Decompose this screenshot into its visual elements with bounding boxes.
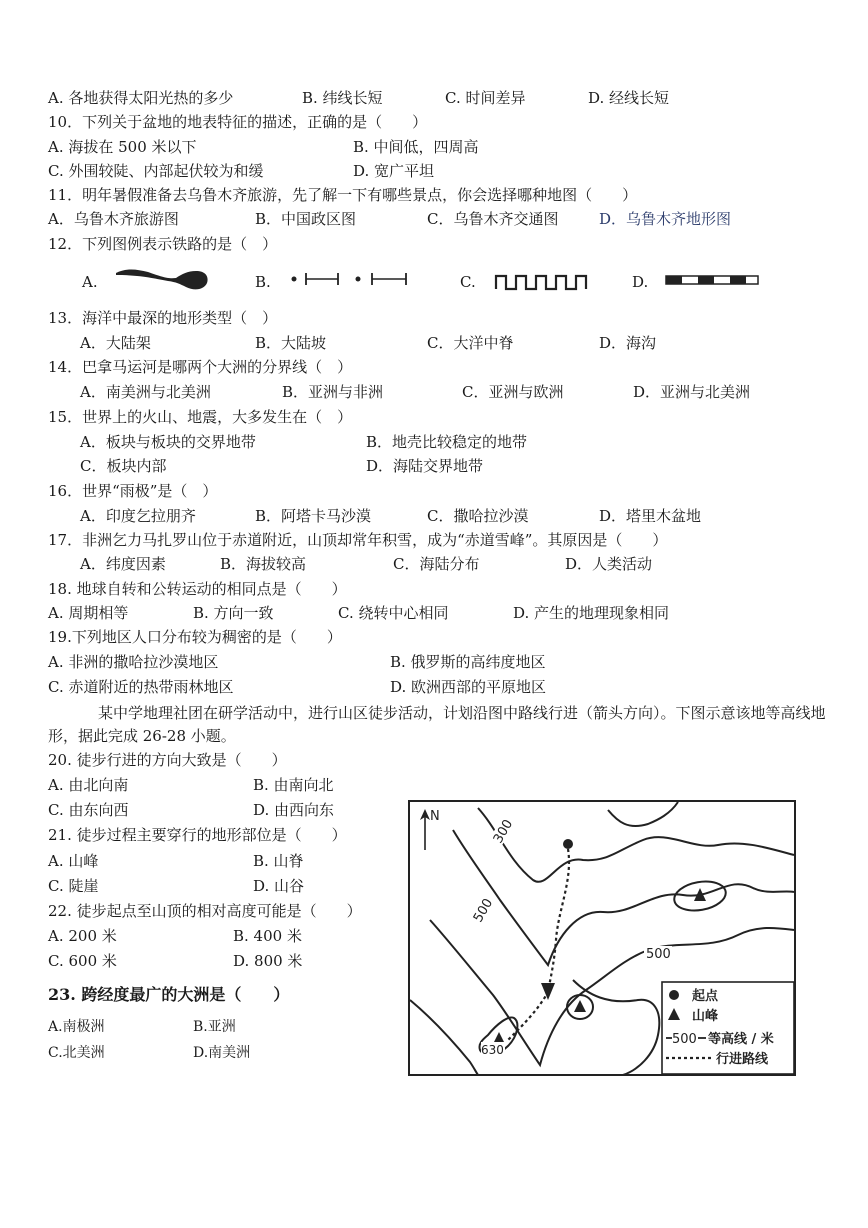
legend-start-icon [669, 990, 679, 1000]
q23-option-a: A.南极洲 [48, 1019, 105, 1035]
passage-intro: 某中学地理社团在研学活动中，进行山区徒步活动，计划沿图中路线行进（箭头方向）。下图示意该地等高线地形，据此完成 26-28 小题。 [48, 704, 826, 745]
legend-start-label: 起点 [692, 989, 719, 1004]
q13-option-c: C．大洋中脊 [427, 334, 514, 352]
q23-stem: 23. 跨经度最广的大洲是（ ） [48, 985, 290, 1004]
q18-option-a: A. 周期相等 [48, 604, 129, 622]
q14-option-c: C．亚洲与欧洲 [462, 383, 564, 401]
contour-label-630: 630 [481, 1043, 504, 1057]
q18-option-d: D. 产生的地理现象相同 [513, 604, 670, 622]
q14-option-b: B．亚洲与非洲 [282, 383, 384, 401]
q13-option-d: D．海沟 [599, 334, 657, 352]
q12-option-c: C. [460, 273, 476, 291]
q11-stem: 11．明年暑假准备去乌鲁木齐旅游，先了解一下有哪些景点，你会选择哪种地图（ ） [48, 186, 638, 204]
q20-option-c: C. 由东向西 [48, 801, 129, 819]
q13-option-b: B．大陆坡 [255, 334, 327, 352]
q9-option-b: B. 纬线长短 [302, 89, 383, 107]
q16-stem: 16．世界“雨极”是（ ） [48, 482, 218, 500]
q17-option-b: B．海拔较高 [220, 555, 307, 573]
q10-option-d: D. 宽广平坦 [353, 162, 435, 180]
q21-option-c: C. 陡崖 [48, 877, 99, 895]
legend-contour-value: 500 [672, 1032, 697, 1047]
q15-stem: 15．世界上的火山、地震，大多发生在（ ） [48, 408, 353, 426]
q16-option-b: B．阿塔卡马沙漠 [255, 507, 372, 525]
q22-option-b: B. 400 米 [233, 927, 302, 945]
q22-option-c: C. 600 米 [48, 952, 117, 970]
river-symbol [112, 265, 212, 293]
q14-option-a: A．南美洲与北美洲 [80, 383, 211, 401]
q14-stem: 14．巴拿马运河是哪两个大洲的分界线（ ） [48, 358, 353, 376]
q20-option-d: D. 由西向东 [253, 801, 335, 819]
q21-stem: 21. 徒步过程主要穿行的地形部位是（ ） [48, 826, 347, 844]
q14-option-d: D．亚洲与北美洲 [633, 383, 751, 401]
legend-peak-label: 山峰 [692, 1009, 719, 1024]
q11-option-a: A．乌鲁木齐旅游图 [48, 210, 179, 228]
q11-option-b: B．中国政区图 [255, 210, 357, 228]
q21-option-d: D. 山谷 [253, 877, 305, 895]
q18-stem: 18. 地球自转和公转运动的相同点是（ ） [48, 580, 347, 598]
q19-option-c: C. 赤道附近的热带雨林地区 [48, 678, 234, 696]
q12-option-b: B. [255, 273, 271, 291]
q10-stem: 10．下列关于盆地的地表特征的描述，正确的是（ ） [48, 113, 428, 131]
q18-option-c: C. 绕转中心相同 [338, 604, 449, 622]
q16-option-d: D．塔里木盆地 [599, 507, 702, 525]
q9-option-a: A. 各地获得太阳光热的多少 [48, 89, 234, 107]
q19-option-d: D. 欧洲西部的平原地区 [390, 678, 547, 696]
q11-option-c: C．乌鲁木齐交通图 [427, 210, 559, 228]
q12-option-a: A. [82, 273, 98, 291]
q17-option-a: A．纬度因素 [80, 555, 166, 573]
q13-stem: 13．海洋中最深的地形类型（ ） [48, 309, 278, 327]
q23-option-c: C.北美洲 [48, 1045, 105, 1061]
legend-contour-label: 等高线 / 米 [708, 1032, 774, 1047]
q19-stem: 19.下列地区人口分布较为稠密的是（ ） [48, 628, 342, 646]
q15-option-b: B．地壳比较稳定的地带 [366, 433, 528, 451]
q22-option-a: A. 200 米 [48, 927, 117, 945]
q9-option-d: D. 经线长短 [588, 89, 670, 107]
q16-option-a: A．印度乞拉朋齐 [80, 507, 196, 525]
q18-option-b: B. 方向一致 [193, 604, 274, 622]
contour-map [408, 800, 796, 1076]
q21-option-b: B. 山脊 [253, 852, 304, 870]
q19-option-b: B. 俄罗斯的高纬度地区 [390, 653, 546, 671]
q20-stem: 20. 徒步行进的方向大致是（ ） [48, 751, 287, 769]
boundary-symbol [288, 270, 413, 290]
q16-option-c: C．撒哈拉沙漠 [427, 507, 529, 525]
q23-option-b: B.亚洲 [193, 1019, 236, 1035]
q11-option-d: D．乌鲁木齐地形图 [599, 210, 732, 228]
q22-option-d: D. 800 米 [233, 952, 303, 970]
q21-option-a: A. 山峰 [48, 852, 99, 870]
q15-option-d: D．海陆交界地带 [366, 457, 484, 475]
map-legend [662, 982, 794, 1074]
q10-option-a: A. 海拔在 500 米以下 [48, 138, 197, 156]
q22-stem: 22. 徒步起点至山顶的相对高度可能是（ ） [48, 902, 362, 920]
north-label: N [430, 809, 440, 824]
q9-option-c: C. 时间差异 [445, 89, 526, 107]
square-wave-symbol [494, 271, 589, 293]
contour-label-500b: 500 [646, 947, 671, 962]
q20-option-a: A. 由北向南 [48, 776, 129, 794]
q10-option-c: C. 外围较陡、内部起伏较为和缓 [48, 162, 264, 180]
q12-stem: 12．下列图例表示铁路的是（ ） [48, 235, 278, 253]
start-point-icon [563, 839, 573, 849]
contour-label-500a: 500 [470, 896, 497, 926]
q15-option-c: C．板块内部 [80, 457, 167, 475]
q19-option-a: A. 非洲的撒哈拉沙漠地区 [48, 653, 219, 671]
q20-option-b: B. 由南向北 [253, 776, 334, 794]
railway-symbol [664, 272, 762, 288]
q10-option-b: B. 中间低，四周高 [353, 138, 479, 156]
q23-option-d: D.南美洲 [193, 1045, 251, 1061]
q12-option-d: D. [632, 273, 649, 291]
q17-option-d: D．人类活动 [565, 555, 653, 573]
legend-route-label: 行进路线 [716, 1052, 769, 1067]
q17-stem: 17．非洲乞力马扎罗山位于赤道附近，山顶却常年积雪，成为“赤道雪峰”。其原因是（ ） [48, 531, 668, 549]
contour-label-300: 300 [490, 817, 517, 847]
q13-option-a: A．大陆架 [80, 334, 151, 352]
q17-option-c: C．海陆分布 [393, 555, 480, 573]
q15-option-a: A．板块与板块的交界地带 [80, 433, 256, 451]
